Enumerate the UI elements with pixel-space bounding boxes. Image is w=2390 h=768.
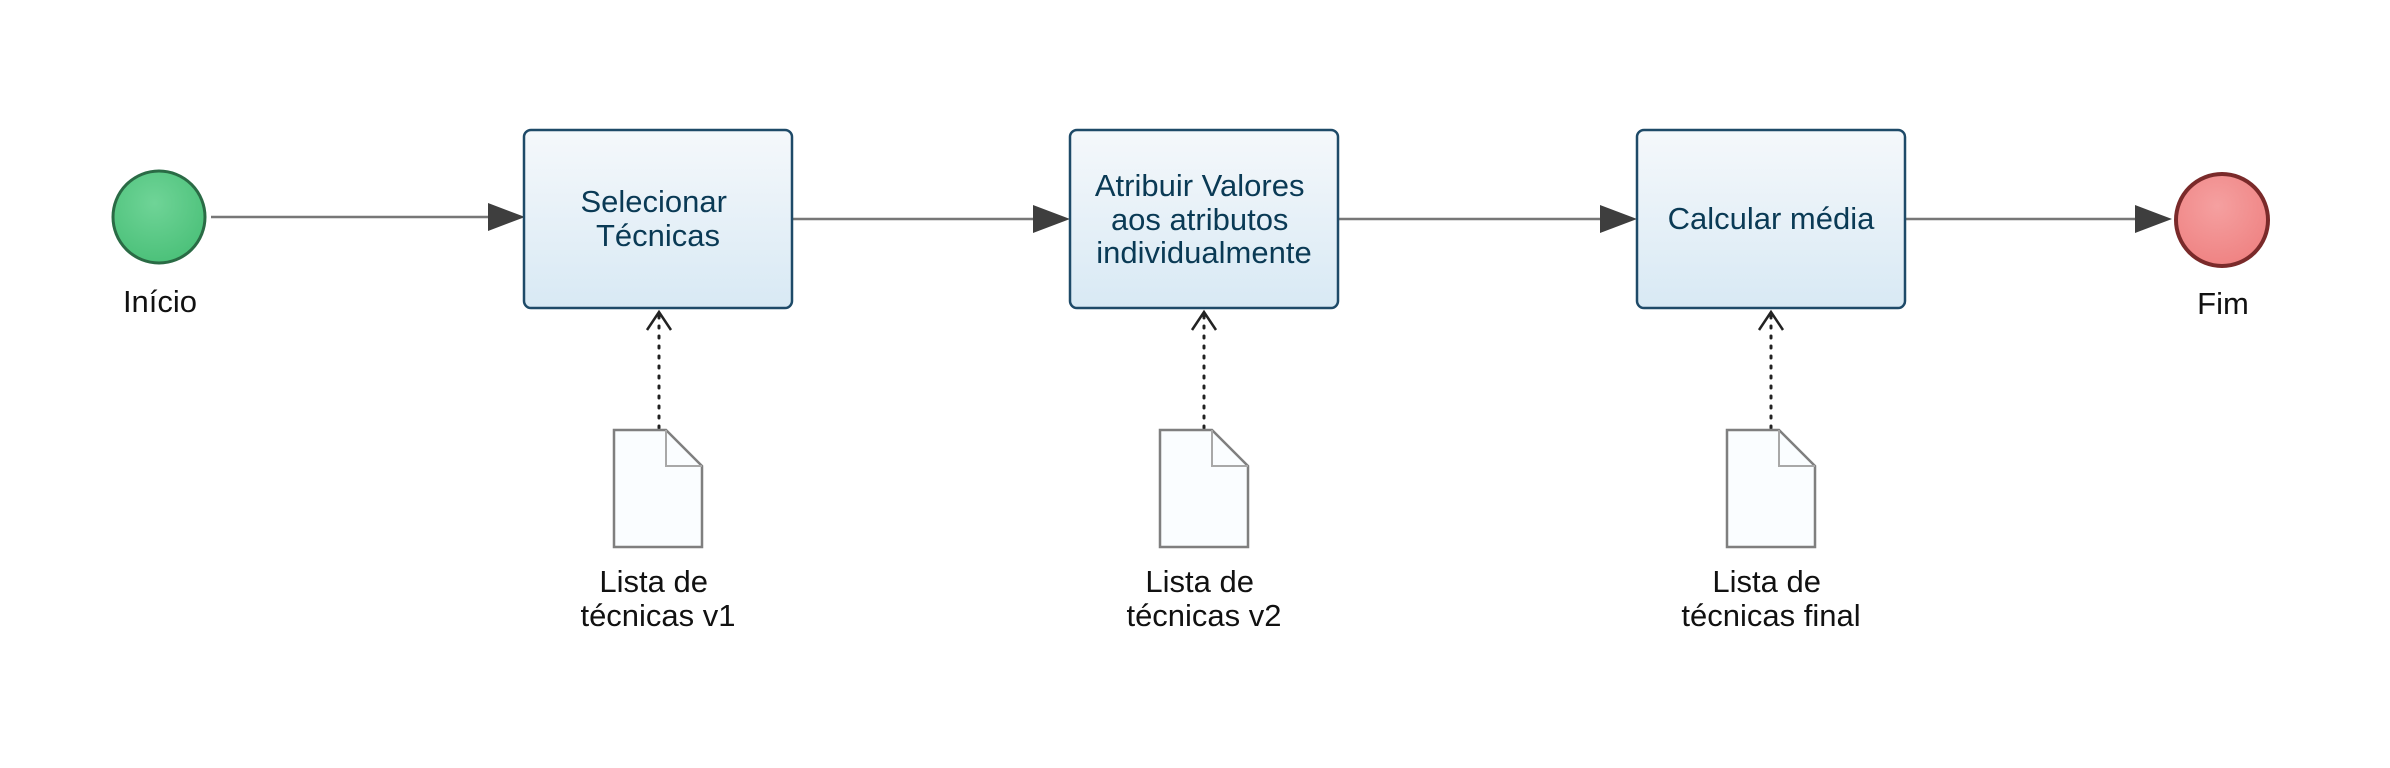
end-event-circle-icon[interactable] xyxy=(2176,174,2268,266)
flow-arrowhead-icon xyxy=(2135,205,2172,233)
flow-arrowhead-icon xyxy=(1600,205,1637,233)
data-object-lista-v1[interactable] xyxy=(580,430,735,633)
data-object-label: Lista de técnicas v2 xyxy=(1126,564,1282,633)
flow-arrowhead-icon xyxy=(1033,205,1070,233)
flow-task2-to-task3[interactable] xyxy=(1338,205,1637,233)
task-calcular-media[interactable] xyxy=(1637,130,1905,308)
data-object-label: Lista de técnicas final xyxy=(1681,564,1861,633)
association-doc3-task3[interactable] xyxy=(1759,312,1783,428)
task-label: Calcular média xyxy=(1667,201,1875,236)
data-object-lista-v2[interactable] xyxy=(1126,430,1281,633)
flow-task3-to-end[interactable] xyxy=(1906,205,2172,233)
data-object-lista-final[interactable] xyxy=(1681,430,1860,633)
task-atribuir-valores[interactable] xyxy=(1070,130,1338,308)
task-label: Selecionar Técnicas xyxy=(580,184,727,253)
flow-task1-to-task2[interactable] xyxy=(792,205,1070,233)
start-event-circle-icon[interactable] xyxy=(113,171,205,263)
data-associations xyxy=(647,312,1783,428)
document-icon[interactable] xyxy=(614,430,702,547)
end-event[interactable] xyxy=(2176,174,2268,321)
data-object-label: Lista de técnicas v1 xyxy=(580,564,736,633)
task-label: Atribuir Valores aos atributos individualmente xyxy=(1094,168,1312,270)
task-selecionar-tecnicas[interactable] xyxy=(524,130,792,308)
start-event-label: Início xyxy=(122,284,198,319)
flow-start-to-task1[interactable] xyxy=(211,203,525,231)
association-doc1-task1[interactable] xyxy=(647,312,671,428)
document-icon[interactable] xyxy=(1727,430,1815,547)
association-doc2-task2[interactable] xyxy=(1192,312,1216,428)
start-event[interactable] xyxy=(113,171,205,319)
flow-arrowhead-icon xyxy=(488,203,525,231)
end-event-label: Fim xyxy=(2197,286,2249,321)
document-icon[interactable] xyxy=(1160,430,1248,547)
